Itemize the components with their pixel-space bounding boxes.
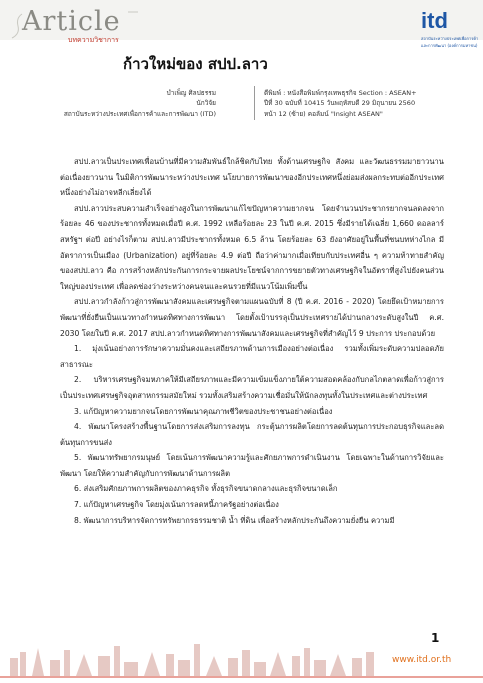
- logo-text: itd: [421, 8, 448, 33]
- list-item: 6. ส่งเสริมศักยภาพการผลิตของภาคธุรกิจ ทั้งธุรกิจขนาดกลางและธุรกิจขนาดเล็ก: [74, 484, 338, 494]
- footer-skyline-icon: [0, 622, 483, 683]
- brand-subtitle: บทความวิชาการ: [68, 36, 119, 44]
- publication-block: [264, 88, 464, 119]
- article-brand: [8, 4, 148, 44]
- list-item: 2. บริหารเศรษฐกิจมหภาคให้มีเสถียรภาพและมีความเข้มแข็งภายใต้ความสอดคล้องกับกลไกตลาดเพื่อก้าวสู่การเป็นประเทศเศรษฐกิจอุตสาหกรรมสมัยใหม่ รวมทั้งเสริมสร้างความเชื่อมั่นให้นักลงทุนทั้งในประเทศและต่างประเทศ: [60, 375, 444, 400]
- page-number: 1: [431, 631, 440, 645]
- paragraph-poverty: สปป.ลาวประสบความสำเร็จอย่างสูงในการพัฒนาแก้ไขปัญหาความยากจน โดยจำนวนประชากรยากจนลดลงจากร้อยละ 46 ของประชากรทั้งหมดเมื่อปี ค.ศ. 1992 เหลือร้อยละ 23 ในปี ค.ศ. 2015 ซึ่งมีรายได้เฉลี่ย 1,660 ดอลลาร์สหรัฐฯ ต่อปี อย่างไรก็ตาม สปป.ลาวมีประชากรทั้งหมด 6.5 ล้าน โดยร้อยละ 63 ยังอาศัยอยู่ในพื้นที่ชนบทห่างไกล มีอัตราการเป็นเมือง (Urbanization) อยู่ที่ร้อยละ 4.9 ต่อปี ถือว่าค่ามากเมื่อเทียบกับประเทศอื่น ๆ ความท้าทายสำคัญของสปป.ลาว คือ การสร้างหลักประกันการกระจายผลประโยชน์จากการขยายตัวทางเศรษฐกิจในอัตราที่สูงไปยังคนส่วนใหญ่ของประเทศ เพื่อลดช่องว่างระหว่างคนจนและคนรวยที่มีแนวโน้มเพิ่มขึ้น: [60, 203, 444, 291]
- brand-article: Article: [22, 6, 121, 37]
- list-item: 3. แก้ปัญหาความยากจนโดยการพัฒนาคุณภาพชีวิตของประชาชนอย่างต่อเนื่อง: [74, 406, 333, 416]
- author-position: นักวิจัย: [196, 99, 216, 108]
- article-body: [60, 154, 444, 528]
- publication-page: หน้า 12 (ซ้าย) คอลัมน์ "Insight ASEAN": [264, 109, 383, 118]
- list-item: 1. มุ่งเน้นอย่างการรักษาความมั่นคงและเสถียรภาพด้านการเมืองอย่างต่อเนื่อง รวมทั้งเพิ่มระดับความปลอดภัยสาธารณะ: [60, 344, 444, 369]
- author-block: [40, 88, 216, 119]
- author-org: สถาบันระหว่างประเทศเพื่อการค้าและการพัฒนา (ITD): [63, 109, 216, 118]
- article-title: ก้าวใหม่ของ สปป.ลาว: [123, 55, 268, 73]
- author-name: บำเพ็ญ ศิลปธรรม: [166, 89, 216, 97]
- itd-logo: [421, 8, 479, 48]
- list-item: 8. พัฒนาการบริหารจัดการทรัพยากรธรรมชาติ น้ำ ที่ดิน เพื่อสร้างหลักประกันถึงความยั่งยืน ความมี: [74, 515, 395, 525]
- logo-subtitle: สถาบันระหว่างประเทศเพื่อการค้าและการพัฒนา (องค์การมหาชน): [421, 36, 479, 48]
- meta-divider: [254, 86, 255, 120]
- list-item: 7. แก้ปัญหาเศรษฐกิจ โดยมุ่งเน้นการลดหนี้ภาครัฐอย่างต่อเนื่อง: [74, 500, 279, 510]
- paragraph-plan: สปป.ลาวกำลังก้าวสู่การพัฒนาสังคมและเศรษฐกิจตามแผนฉบับที่ 8 (ปี ค.ศ. 2016 - 2020) โดยยึดเป้าหมายการพัฒนาที่ยั่งยืนเป็นแนวทางกำหนดทิศทางการพัฒนา โดยตั้งเป้าบรรลุเป็นประเทศรายได้ปานกลางระดับสูงในปี ค.ศ. 2030 โดยในปี ค.ศ. 2017 สปป.ลาวกำหนดทิศทางการพัฒนาสังคมและเศรษฐกิจที่สำคัญไว้ 9 ประการ ประกอบด้วย: [60, 297, 444, 338]
- list-item: 4. พัฒนาโครงสร้างพื้นฐานโดยการส่งเสริมการลงทุน กระตุ้นการผลิตโดยการลดต้นทุนการประกอบธุรกิจและลดต้นทุนการขนส่ง: [60, 422, 444, 447]
- list-item: 5. พัฒนาทรัพยากรมนุษย์ โดยเน้นการพัฒนาความรู้และศักยภาพการดำเนินงาน โดยเฉพาะในด้านการวิจัยและพัฒนา โดยให้ความสำคัญกับการพัฒนาด้านการผลิต: [60, 453, 444, 478]
- paragraph-intro: สปป.ลาวเป็นประเทศเพื่อนบ้านที่มีความสัมพันธ์ใกล้ชิดกับไทย ทั้งด้านเศรษฐกิจ สังคม และวัฒนธรรมมายาวนานต่อเนื่องยาวนาน ในมิติการพัฒนาระหว่างประเทศ นโยบายการพัฒนาของอีกประเทศหนึ่งย่อมส่งผลกระทบต่ออีกประเทศหนึ่งอย่างไม่อาจหลีกเลี่ยงได้: [60, 157, 444, 198]
- footer-website-link[interactable]: www.itd.or.th: [392, 655, 452, 665]
- publication-source: ตีพิมพ์ : หนังสือพิมพ์กรุงเทพธุรกิจ Section : ASEAN+: [264, 89, 417, 97]
- publication-issue: ปีที่ 30 ฉบับที่ 10415 วันพฤหัสบดี 29 มิถุนายน 2560: [264, 99, 416, 108]
